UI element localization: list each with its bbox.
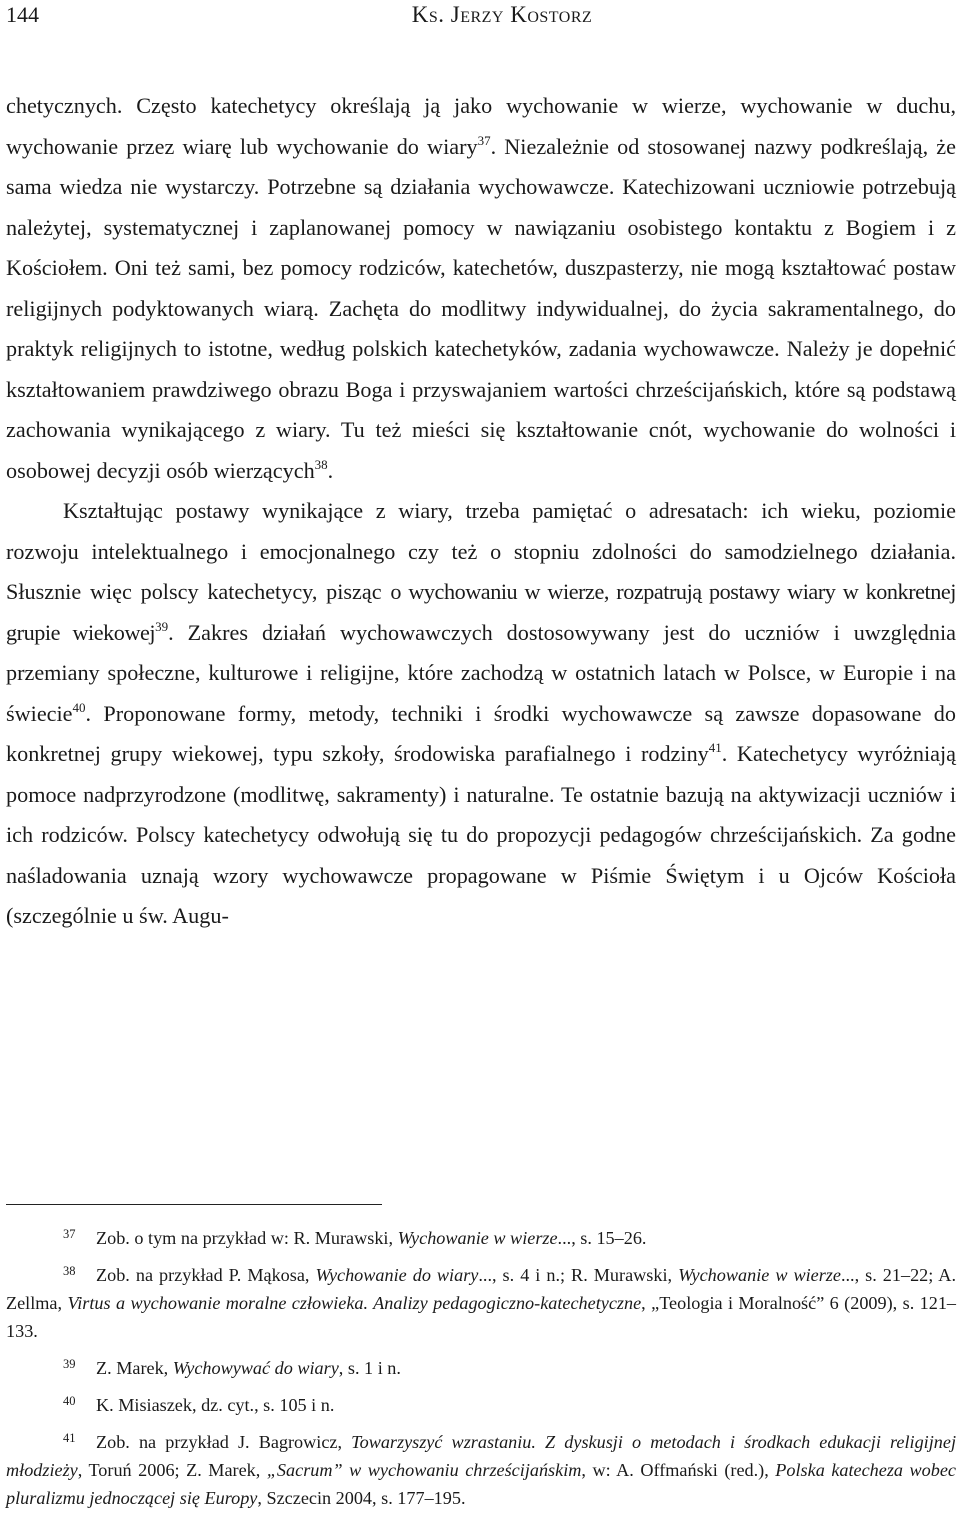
footnote-text: , „Teologia i Moralność” 6 (2009), s. 121–133. <box>6 1293 957 1341</box>
footnote-ref-40[interactable]: 40 <box>72 699 86 715</box>
footnote-39: 39 Z. Marek, Wychowywać do wiary, s. 1 i n. <box>63 1357 401 1378</box>
footnote-text: Zob. na przykład J. Bagrowicz, <box>96 1432 352 1452</box>
paragraph-2 <box>6 491 956 937</box>
footnote-separator <box>6 1204 382 1205</box>
footnote-title: „Sacrum” w wychowaniu chrześcijańskim <box>266 1460 582 1480</box>
footnote-text: Z. Marek, <box>96 1358 173 1378</box>
footnote-text: ..., s. 4 i n.; R. Murawski, <box>478 1265 679 1285</box>
footnote-title: Virtus a wychowanie moralne człowieka. Analizy pedagogiczno-katechetyczne <box>67 1293 642 1313</box>
footnote-text: ..., s. 15–26. <box>557 1228 647 1248</box>
footnote-text: Zob. o tym na przykład w: R. Murawski, <box>96 1228 398 1248</box>
paragraph-1-text: chetycznych. Często katechetycy określają ją jako wychowanie w wierze, wychowanie w duchu, wychowanie przez wiarę lub wychowanie do wiary <box>6 93 956 159</box>
footnote-text: Zob. na przykład P. Mąkosa, <box>96 1265 316 1285</box>
main-text <box>6 86 956 937</box>
footnote-38: 38 Zob. na przykład P. Mąkosa, Wychowanie do wiary..., s. 4 i n.; R. Murawski, Wychowanie w wierze..., s. 21–22; A. Zellma, Virtus a wychowanie moralne człowieka. Analizy pedagogiczno-katechetyczne, „Teologia i Moralność” 6 (2009), s. 121–133. <box>6 1264 957 1341</box>
footnote-ref-37[interactable]: 37 <box>477 132 491 148</box>
footnote-37: 37 Zob. o tym na przykład w: R. Murawski, Wychowanie w wierze..., s. 15–26. <box>63 1227 647 1248</box>
footnote-text: , w: A. Offmański (red.), <box>581 1460 776 1480</box>
footnote-ref-38[interactable]: 38 <box>314 456 328 472</box>
footnote-title: Wychowanie w wierze <box>678 1265 841 1285</box>
footnotes <box>6 1224 956 1521</box>
paragraph-2-text-3: . Proponowane formy, metody, techniki i środki wychowawcze są zawsze dopasowane do konkretnej grupy wiekowej, typu szkoły, środowiska parafialnego i rodziny <box>6 700 956 766</box>
paragraph-2-text-tight: o wychowaniu w wierze, rozpatrują postawy wiary w konkretnej grupie wiekowej <box>6 579 957 645</box>
footnote-text: K. Misiaszek, dz. cyt., s. 105 i n. <box>96 1395 335 1415</box>
running-title: Ks. Jerzy Kostorz <box>411 2 593 27</box>
footnote-text: , Toruń 2006; Z. Marek, <box>77 1460 267 1480</box>
running-header <box>0 0 960 36</box>
footnote-title: Wychowanie w wierze <box>397 1228 558 1248</box>
footnote-ref-39[interactable]: 39 <box>155 618 169 634</box>
paragraph-2-text-4: . Katechetycy wyróżniają pomoce nadprzyrodzone (modlitwę, sakramenty) i naturalne. Te ostatnie bazują na aktywizacji uczniów i ich rodziców. Polscy katechetycy odwołują się tu do propozycji pedagogów chrześcijańskich. Za godne naśladowania uznają wzory wychowawcze propagowane w Piśmie Świętym i u Ojców Kościoła (szczególnie u św. Augu- <box>6 741 956 928</box>
footnote-title: Wychowanie do wiary <box>315 1265 479 1285</box>
paragraph-1-text-2: . Niezależnie od stosowanej nazwy podkreślają, że sama wiedza nie wystarczy. Potrzebne są działania wychowawcze. Katechizowani uczniowie potrzebują należytej, systematycznej i zaplanowanej pomocy w nawiązaniu osobistego kontaktu z Bogiem i z Kościołem. Oni też sami, bez pomocy rodziców, katechetów, duszpasterzy, nie mogą kształtować postaw religijnych podyktowanych wiarą. Zachęta do modlitwy indywidualnej, do życia sakramentalnego, do praktyk religijnych to istotne, według polskich katechetyków, zadania wychowawcze. Należy je dopełnić kształtowaniem prawdziwego obrazu Boga i przyswajaniem wartości chrześcijańskich, które są podstawą zachowania wynikającego z wiary. Tu też mieści się kształtowanie cnót, wychowanie do wolności i osobowej decyzji osób wierzących <box>6 133 956 483</box>
footnote-title: Towarzyszyć wzrastaniu. Z dyskusji o metodach i środkach edukacji religijnej młodzieży <box>6 1432 957 1480</box>
paragraph-1-text-3: . <box>327 457 334 483</box>
footnote-ref-41[interactable]: 41 <box>708 740 722 755</box>
footnote-text: , s. 1 i n. <box>338 1358 401 1378</box>
footnote-title: Wychowywać do wiary <box>172 1358 339 1378</box>
footnote-text: , Szczecin 2004, s. 177–195. <box>257 1488 466 1508</box>
paragraph-1 <box>6 86 956 491</box>
footnote-41: 41 Zob. na przykład J. Bagrowicz, Towarzyszyć wzrastaniu. Z dyskusji o metodach i środkach edukacji religijnej młodzieży, Toruń 2006; Z. Marek, „Sacrum” w wychowaniu chrześcijańskim, w: A. Offmański (red.), Polska katecheza wobec pluralizmu jednoczącej się Europy, Szczecin 2004, s. 177–195. <box>6 1431 957 1508</box>
footnote-text: ..., s. 21–22; A. Zellma, <box>6 1265 956 1313</box>
paragraph-2-text: Kształtując postawy wynikające z wiary, trzeba pamiętać o adresatach: ich wieku, poziomie rozwoju intelektualnego i emocjonalnego czy też o stopniu zdolności do samodzielnego działania. Słusznie więc polscy katechetycy, pisząc <box>6 498 956 604</box>
page-number: 144 <box>6 2 39 27</box>
footnote-40: 40 K. Misiaszek, dz. cyt., s. 105 i n. <box>63 1394 335 1415</box>
paragraph-2-text-2: . Zakres działań wychowawczych dostosowywany jest do uczniów i uwzględnia przemiany społeczne, kulturowe i religijne, które zachodzą w ostatnich latach w Polsce, w Europie i na świecie <box>6 619 956 726</box>
footnote-title: Polska katecheza wobec pluralizmu jednoczącej się Europy <box>6 1460 956 1508</box>
